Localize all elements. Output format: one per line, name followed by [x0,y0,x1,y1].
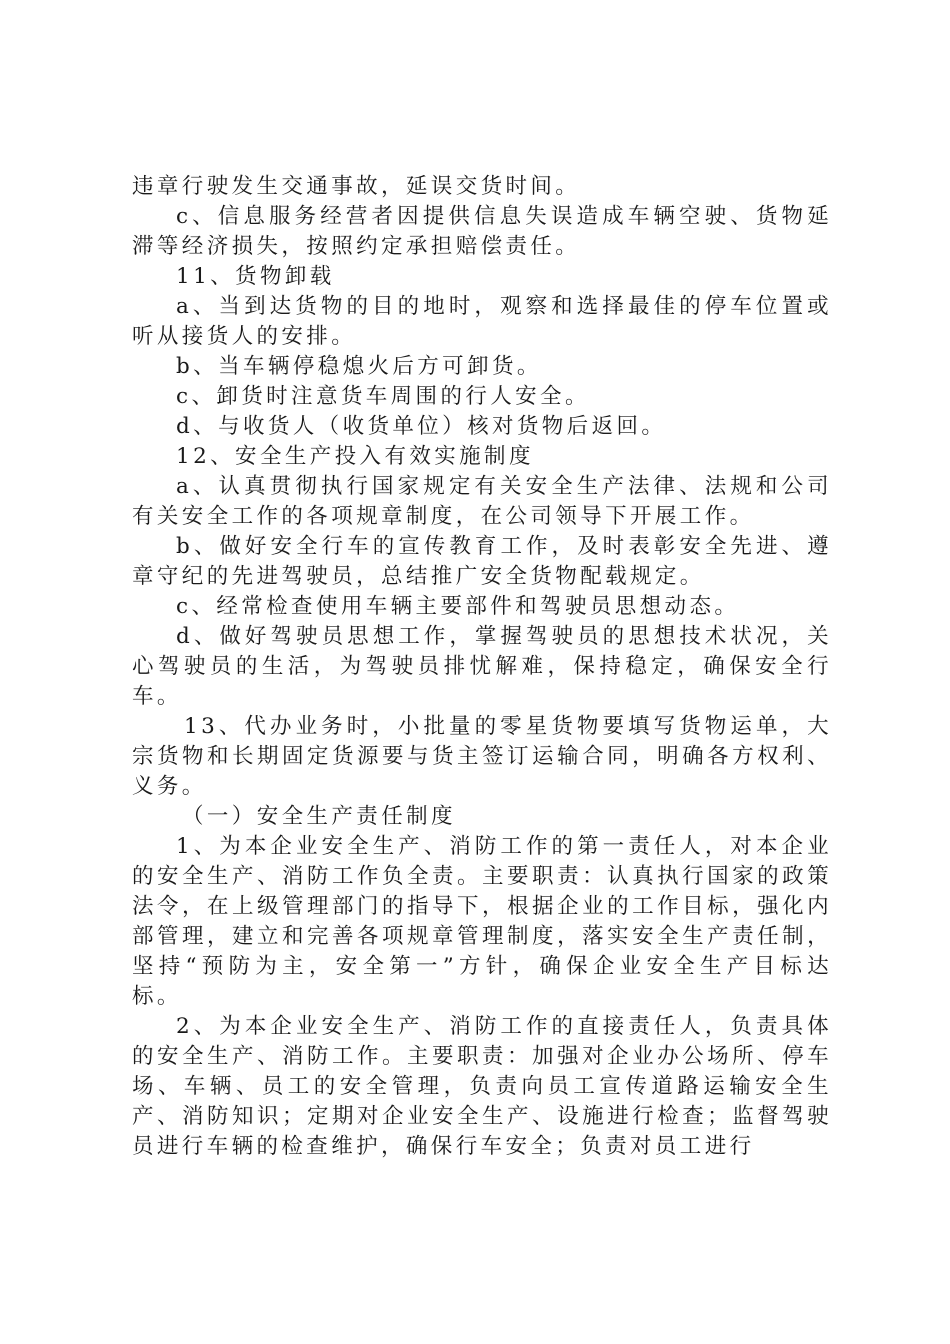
paragraph-12b: b、做好安全行车的宣传教育工作，及时表彰安全先进、遵章守纪的先进驾驶员，总结推广安全货物配载规定。 [132,534,832,589]
paragraph-11b: b、当车辆停稳熄火后方可卸货。 [176,354,542,379]
paragraph-11c: c、卸货时注意货车周围的行人安全。 [176,384,590,409]
paragraph-responsibility-2: 2、为本企业安全生产、消防工作的直接责任人，负责具体的安全生产、消防工作。主要职责：加强对企业办公场所、停车场、车辆、员工的安全管理，负责向员工宣传道路运输安全生产、消防知识；定期对企业安全生产、设施进行检查；监督驾驶员进行车辆的检查维护，确保行车安全；负责对员工进行 [132,1014,832,1159]
document-body [132,172,832,1162]
paragraph-12a: a、认真贯彻执行国家规定有关安全生产法律、法规和公司有关安全工作的各项规章制度，在公司领导下开展工作。 [132,474,832,529]
paragraph-continuation: 违章行驶发生交通事故，延误交货时间。 [132,174,581,199]
paragraph-responsibility-1: 1、为本企业安全生产、消防工作的第一责任人，对本企业的安全生产、消防工作负全责。主要职责：认真执行国家的政策法令，在上级管理部门的指导下，根据企业的工作目标，强化内部管理，建立和完善各项规章管理制度，落实安全生产责任制，坚持“预防为主，安全第一”方针，确保企业安全生产目标达标。 [132,834,832,1009]
paragraph-10c: c、信息服务经营者因提供信息失误造成车辆空驶、货物延滞等经济损失，按照约定承担赔偿责任。 [132,204,832,259]
heading-safety-responsibility: （一）安全生产责任制度 [182,804,456,829]
paragraph-12c: c、经常检查使用车辆主要部件和驾驶员思想动态。 [176,594,740,619]
paragraph-11a: a、当到达货物的目的地时，观察和选择最佳的停车位置或听从接货人的安排。 [132,294,832,349]
heading-12-safety-investment: 12、安全生产投入有效实施制度 [176,444,534,469]
paragraph-13: 13、代办业务时，小批量的零星货物要填写货物运单，大宗货物和长期固定货源要与货主签订运输合同，明确各方权利、义务。 [132,714,832,799]
paragraph-12d: d、做好驾驶员思想工作，掌握驾驶员的思想技术状况，关心驾驶员的生活，为驾驶员排忧解难，保持稳定，确保安全行车。 [132,624,832,709]
paragraph-11d: d、与收货人（收货单位）核对货物后返回。 [176,414,667,439]
heading-11-unloading: 11、货物卸载 [176,264,335,289]
